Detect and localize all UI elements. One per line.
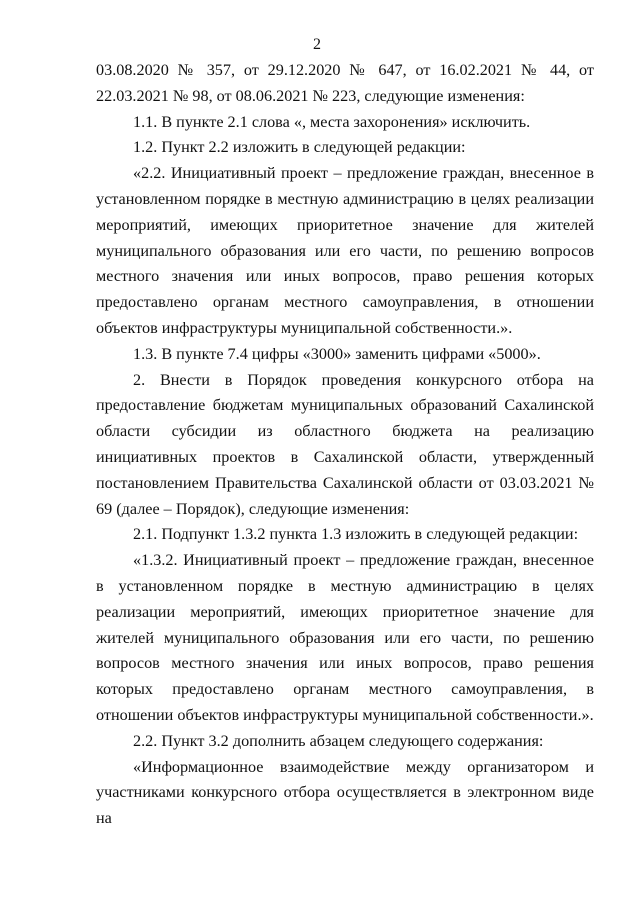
paragraph-continuation: 03.08.2020 № 357, от 29.12.2020 № 647, от 16.02.2021 № 44, от 22.03.2021 № 98, от 08.06.2021 № 223, следующие изменения: [96,61,594,105]
paragraph-item-1-3: 1.3. В пункте 7.4 цифры «3000» заменить цифрами «5000». [133,344,541,363]
paragraph-item-1-1: 1.1. В пункте 2.1 слова «, места захоронения» исключить. [133,112,531,131]
paragraph-quote-info: «Информационное взаимодействие между организатором и участниками конкурсного отбора осуществляется в электронном виде на [96,757,594,828]
paragraph-item-2-2: 2.2. Пункт 3.2 дополнить абзацем следующего содержания: [133,731,544,750]
paragraph-quote-1-3-2: «1.3.2. Инициативный проект – предложение граждан, внесенное в установленном порядке в местную администрацию в целях реализации мероприятий, имеющих приоритетное значение для жителей муниципального образования или его части, по решению вопросов местного значения или иных вопросов, право решения которых предоставлено органам местного самоуправления, в отношении объектов инфраструктуры муниципальной собственности.». [96,551,594,724]
paragraph-item-2: 2. Внести в Порядок проведения конкурсного отбора на предоставление бюджетам муниципальных образований Сахалинской области субсидии из областного бюджета на реализацию инициативных проектов в Сахалинской области, утвержденный постановлением Правительства Сахалинской области от 03.03.2021 № 69 (далее – Порядок), следующие изменения: [96,370,594,518]
paragraph-quote-2-2: «2.2. Инициативный проект – предложение граждан, внесенное в установленном порядке в местную администрацию в целях реализации мероприятий, имеющих приоритетное значение для жителей муниципального образования или его части, по решению вопросов местного значения или иных вопросов, право решения которых предоставлено органам местного самоуправления, в отношении объектов инфраструктуры муниципальной собственности.». [96,164,594,337]
paragraph-item-1-2: 1.2. Пункт 2.2 изложить в следующей редакции: [133,138,466,157]
document-body [96,58,594,832]
page-number: 2 [313,36,321,53]
paragraph-item-2-1: 2.1. Подпункт 1.3.2 пункта 1.3 изложить в следующей редакции: [133,525,579,544]
